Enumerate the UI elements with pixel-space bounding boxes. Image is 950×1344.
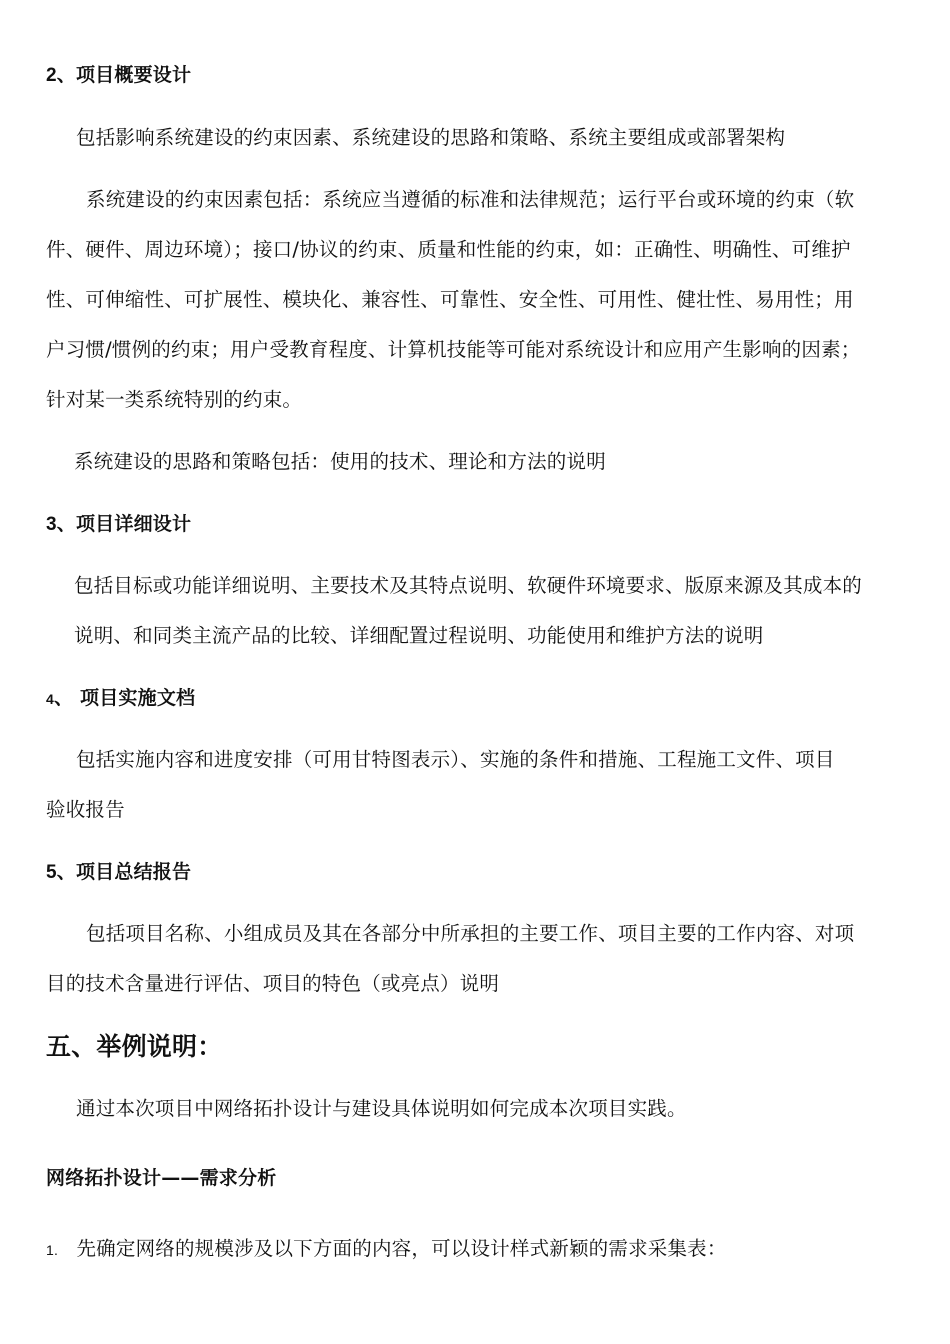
constraints-line-2: 件、硬件、周边环境）；接口/协议的约束、质量和性能的约束，如：正确性、明确性、可维护 [46, 238, 851, 261]
section-5-line-1: 包括项目名称、小组成员及其在各部分中所承担的主要工作、项目主要的工作内容、对项 [86, 922, 855, 945]
section-5-number: 5 [46, 862, 57, 883]
section-4-line-1: 包括实施内容和进度安排（可用甘特图表示）、实施的条件和措施、工程施工文件、项目 [76, 748, 835, 771]
section-4-title: 、 项目实施文档 [54, 687, 196, 709]
section-5-title: 、项目总结报告 [56, 861, 192, 883]
section-5-line-2: 目的技术含量进行评估、项目的特色（或亮点）说明 [46, 972, 500, 995]
chapter-5-intro: 通过本次项目中网络拓扑设计与建设具体说明如何完成本次项目实践。 [76, 1097, 687, 1120]
constraints-line-4: 户习惯/惯例的约束；用户受教育程度、计算机技能等可能对系统设计和应用产生影响的因素； [46, 338, 861, 361]
section-3-line-1: 包括目标或功能详细说明、主要技术及其特点说明、软硬件环境要求、版原来源及其成本的 [74, 574, 863, 597]
section-3-number: 3 [46, 514, 57, 535]
constraints-line-1: 系统建设的约束因素包括：系统应当遵循的标准和法律规范；运行平台或环境的约束（软 [86, 188, 855, 211]
section-4-number: 4 [46, 691, 54, 707]
section-3-heading [46, 511, 191, 538]
section-5-heading [46, 859, 191, 886]
section-3-line-2: 说明、和同类主流产品的比较、详细配置过程说明、功能使用和维护方法的说明 [74, 624, 764, 647]
topology-subheading: 网络拓扑设计——需求分析 [46, 1167, 277, 1189]
constraints-line-3: 性、可伸缩性、可扩展性、模块化、兼容性、可靠性、安全性、可用性、健壮性、易用性；用 [46, 288, 854, 311]
section-2-number: 2 [46, 65, 57, 86]
list-item-1-number: 1. [46, 1242, 59, 1258]
section-4-heading [46, 685, 195, 712]
list-item-1 [46, 1236, 727, 1263]
section-4-line-2: 验收报告 [46, 798, 125, 821]
section-2-title: 、项目概要设计 [56, 64, 192, 86]
chapter-5-title: 五、举例说明： [46, 1032, 223, 1061]
section-2-heading [46, 62, 191, 89]
strategy-paragraph: 系统建设的思路和策略包括：使用的技术、理论和方法的说明 [74, 450, 606, 473]
list-item-1-text: 先确定网络的规模涉及以下方面的内容，可以设计样式新颖的需求采集表： [76, 1237, 727, 1260]
constraints-line-5: 针对某一类系统特别的约束。 [46, 388, 303, 411]
section-2-intro: 包括影响系统建设的约束因素、系统建设的思路和策略、系统主要组成或部署架构 [76, 126, 786, 149]
section-3-title: 、项目详细设计 [56, 513, 192, 535]
